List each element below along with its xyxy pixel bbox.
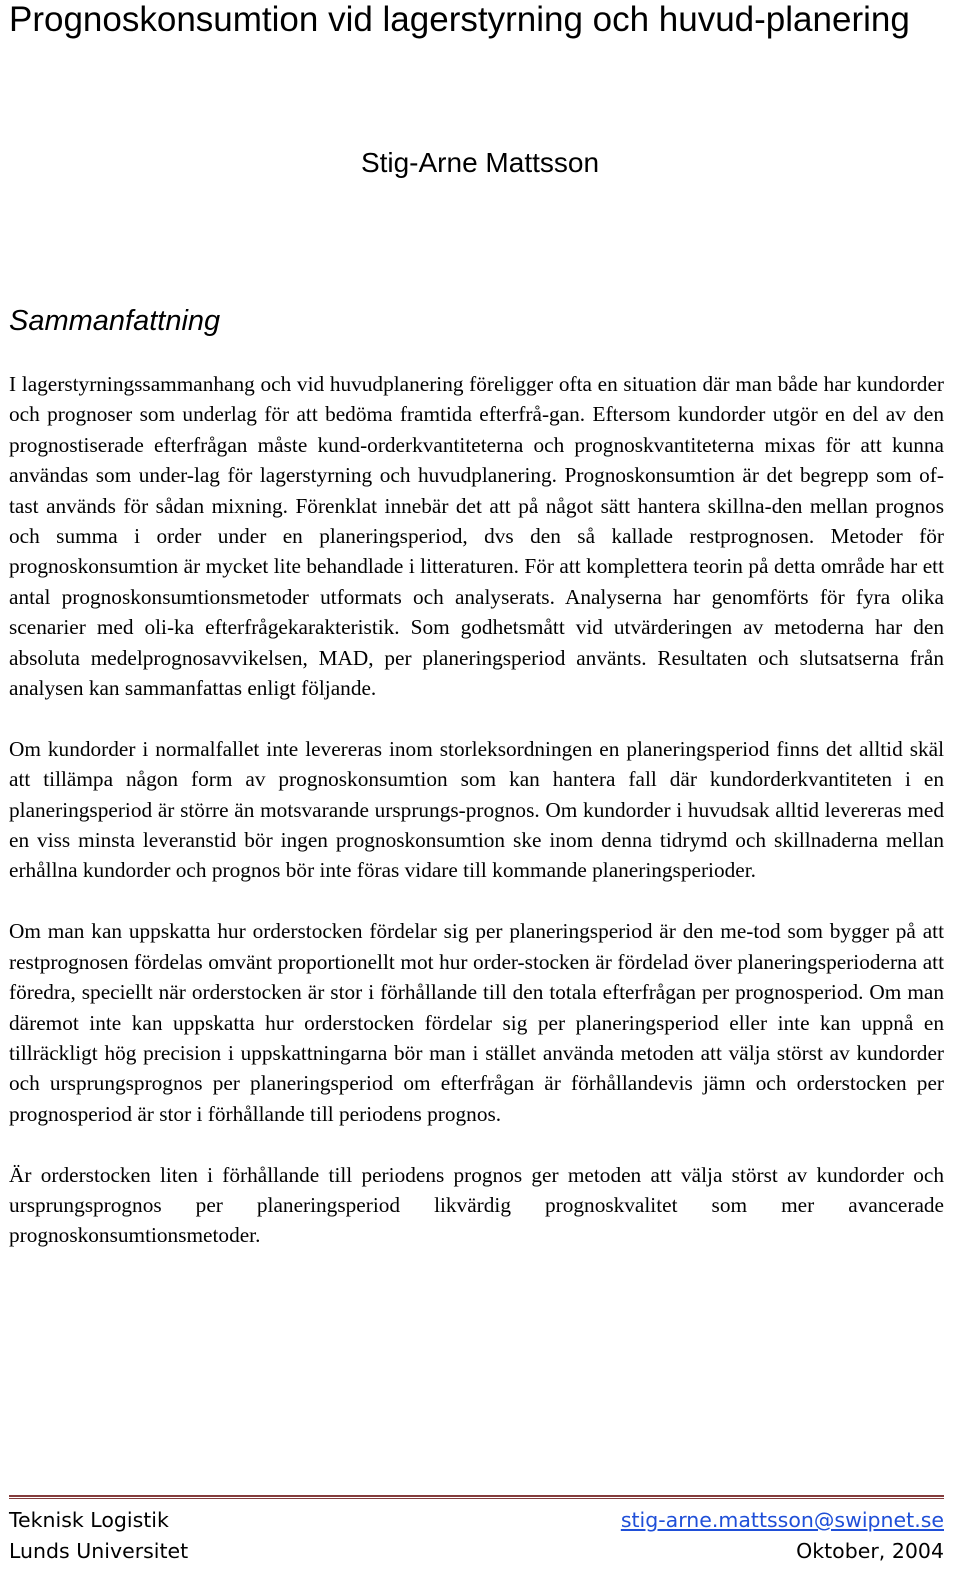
footer-divider [9, 1495, 944, 1499]
paragraph-2: Om kundorder i normalfallet inte levereras inom storleksordningen en planeringsperiod finns det alltid skäl att tillämpa någon form av prognoskonsumtion som kan hantera fall där kundorderkvantiteten i en planeringsperiod är större än motsvarande ursprungs-prognos. Om kundorder i huvudsak alltid levereras med en viss minsta leveranstid bör ingen prognoskonsumtion ske inom denna tidrymd och skillnaderna mellan erhållna kundorder och prognos bör inte föras vidare till kommande planeringsperioder. [9, 736, 944, 883]
footer-university: Lunds Universitet [9, 1539, 189, 1563]
footer-email-link[interactable]: stig-arne.mattsson@swipnet.se [620, 1508, 944, 1532]
footer-department: Teknisk Logistik [9, 1508, 169, 1532]
footer-row-2 [9, 1536, 944, 1567]
section-heading-summary: Sammanfattning [9, 305, 221, 337]
paragraph-3: Om man kan uppskatta hur orderstocken fördelar sig per planeringsperiod är den me-tod som bygger på att restprognosen fördelas omvänt proportionellt mot hur order-stocken är fördelad över planeringsperioderna att föredra, speciellt när orderstocken är stor i förhållande till den totala efterfrågan per prognosperiod. Om man däremot inte kan uppskatta hur orderstocken fördelar sig per planeringsperiod eller inte kan uppnå en tillräckligt hög precision i uppskattningarna bör man i stället använda metoden att välja störst av kundorder och ursprungsprognos per planeringsperiod om efterfrågan är förhållandevis jämn och orderstocken per prognosperiod är stor i förhållande till periodens prognos. [9, 919, 944, 1126]
footer-row-1 [9, 1505, 944, 1536]
paragraph-4: Är orderstocken liten i förhållande till periodens prognos ger metoden att välja störst av kundorder och ursprungsprognos per planeringsperiod likvärdig prognoskvalitet som mer avancerade prognoskonsumtionsmetoder. [9, 1162, 944, 1248]
footer [9, 1505, 944, 1567]
summary-body [9, 369, 944, 1281]
footer-date: Oktober, 2004 [796, 1539, 944, 1563]
paragraph-1: I lagerstyrningssammanhang och vid huvudplanering föreligger ofta en situation där man både har kundorder och prognoser som underlag för att bedöma framtida efterfrå-gan. Eftersom kundorder utgör en del av den prognostiserade efterfrågan måste kund-orderkvantiteterna och prognoskvantiteterna mixas för att kunna användas som under-lag för lagerstyrning och huvudplanering. Prognoskonsumtion är det begrepp som of-tast används för sådan mixning. Förenklat innebär det att på något sätt hantera skillna-den mellan prognos och summa i order under en planeringsperiod, dvs den så kallade restprognosen. Metoder för prognoskonsumtion är mycket lite behandlade i litteraturen. För att komplettera teorin på detta område har ett antal prognoskonsumtionsmetoder utformats och analyserats. Analyserna har genomförts för fyra olika scenarier med oli-ka efterfrågekarakteristik. Som godhetsmått vid utvärderingen av metoderna har den absoluta medelprognosavvikelsen, MAD, per planeringsperiod använts. Resultaten och slutsatserna från analysen kan sammanfattas enligt följande. [9, 372, 944, 701]
document-title: Prognoskonsumtion vid lagerstyrning och huvud-planering [9, 0, 910, 39]
author-name: Stig-Arne Mattsson [360, 147, 600, 178]
